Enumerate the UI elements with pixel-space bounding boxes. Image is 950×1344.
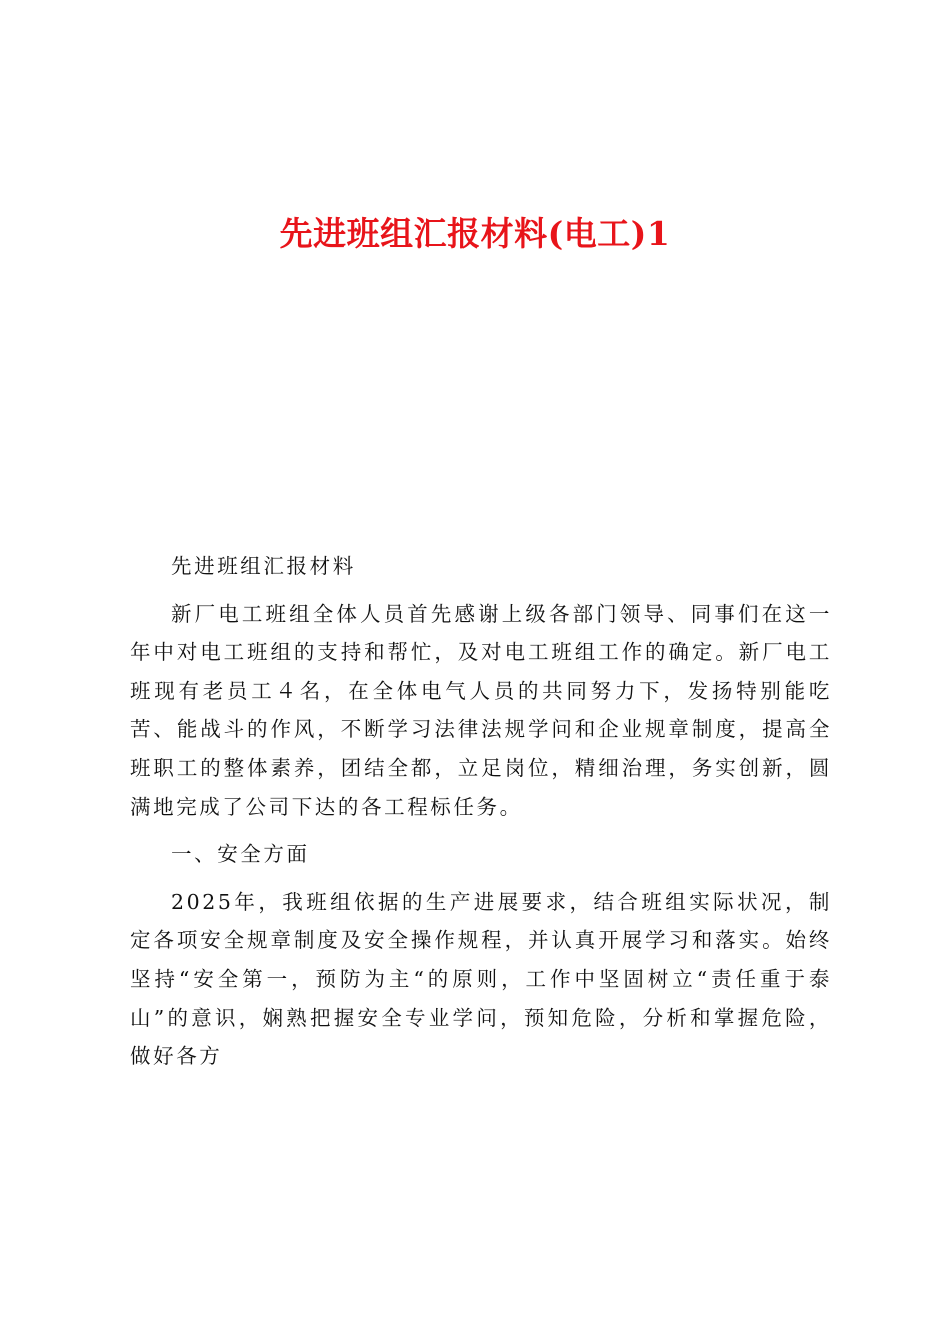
section-heading-intro: 先进班组汇报材料 xyxy=(171,554,356,578)
paragraph-safety: 2025年，我班组依据的生产进展要求，结合班组实际状况，制定各项安全规章制度及安全操作规程，并认真开展学习和落实。始终坚持“安全第一，预防为主“的原则，工作中坚固树立“责任重于泰山”的意识，娴熟把握安全专业学问，预知危险，分析和掌握危险，做好各方 xyxy=(130,889,832,1069)
document-title: 先进班组汇报材料(电工)1 xyxy=(279,214,671,253)
document-body xyxy=(130,547,832,1085)
section-heading-safety: 一、安全方面 xyxy=(171,842,310,867)
paragraph-intro: 新厂电工班组全体人员首先感谢上级各部门领导、同事们在这一年中对电工班组的支持和帮忙，及对电工班组工作的确定。新厂电工班现有老员工４名，在全体电气人员的共同努力下，发扬特别能吃苦、能战斗的作风，不断学习法律法规学问和企业规章制度，提高全班职工的整体素养，团结全都，立足岗位，精细治理，务实创新，圆满地完成了公司下达的各工程标任务。 xyxy=(130,601,832,819)
